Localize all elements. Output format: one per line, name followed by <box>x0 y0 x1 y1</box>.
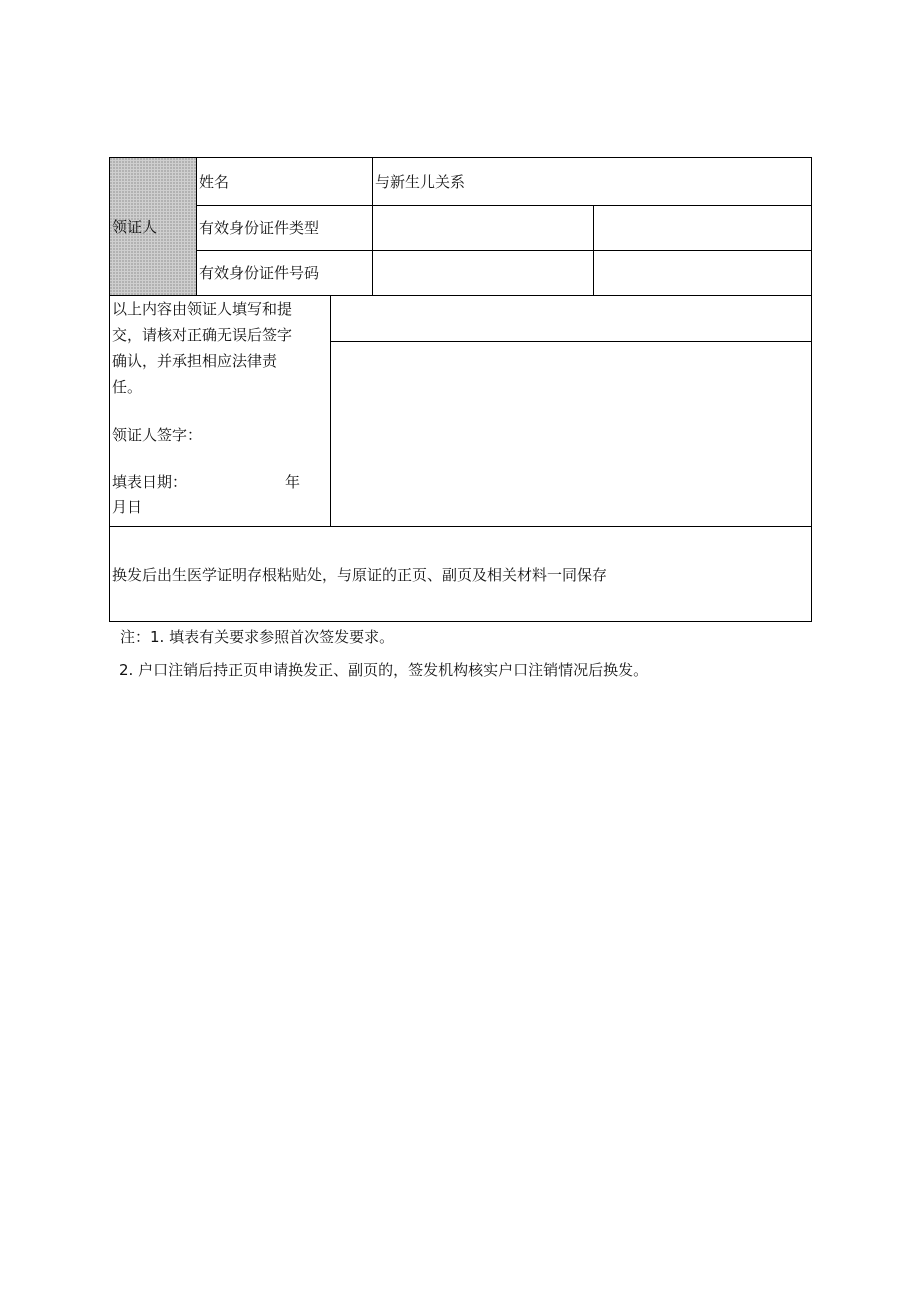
id-type-label: 有效身份证件类型 <box>199 219 320 237</box>
column-divider-section-label <box>196 157 197 296</box>
note-line-1: 注：1. 填表有关要求参照首次签发要求。 <box>120 628 395 646</box>
table-top-border <box>109 157 812 158</box>
row-divider-declaration-end <box>109 526 812 527</box>
id-type-value-cell[interactable] <box>373 206 593 250</box>
note-line-2: 2. 户口注销后持正页申请换发正、副页的，签发机构核实户口注销情况后换发。 <box>119 661 649 679</box>
year-label: 年 <box>285 473 301 491</box>
declaration-line-3: 确认，并承担相应法律责 <box>112 352 278 370</box>
table-right-border <box>811 157 812 622</box>
declaration-line-2: 交，请核对正确无误后签字 <box>112 326 293 344</box>
signature-label: 领证人签字： <box>112 426 203 444</box>
signature-area-cell[interactable] <box>331 342 811 526</box>
month-day-label: 月日 <box>112 498 143 516</box>
id-number-extra-cell[interactable] <box>594 251 811 295</box>
stub-note: 换发后出生医学证明存根粘贴处，与原证的正页、副页及相关材料一同保存 <box>112 566 608 584</box>
relationship-label: 与新生儿关系 <box>375 173 466 191</box>
recipient-section-label: 领证人 <box>112 218 158 236</box>
date-label: 填表日期： <box>112 473 188 491</box>
id-number-label: 有效身份证件号码 <box>199 264 320 282</box>
id-number-value-cell[interactable] <box>373 251 593 295</box>
table-bottom-border <box>109 621 812 622</box>
name-label: 姓名 <box>199 173 230 191</box>
declaration-top-right-cell[interactable] <box>331 296 811 341</box>
table-left-border <box>109 157 110 622</box>
declaration-line-4: 任。 <box>112 378 143 396</box>
id-type-extra-cell[interactable] <box>594 206 811 250</box>
declaration-line-1: 以上内容由领证人填写和提 <box>112 300 293 318</box>
